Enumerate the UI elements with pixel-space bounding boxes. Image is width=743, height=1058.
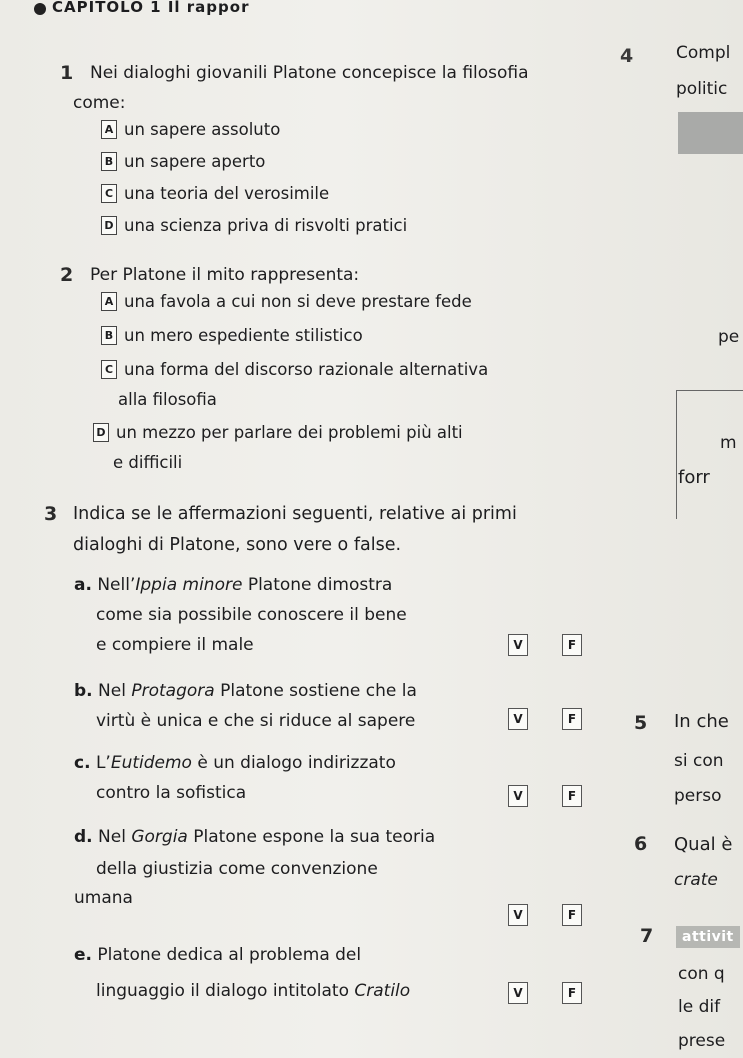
q3-text-line1: Indica se le affermazioni seguenti, relative ai primi	[73, 504, 517, 524]
q1-text-line2: come:	[73, 93, 126, 113]
option-text: una teoria del verosimile	[124, 184, 330, 203]
q3-item-e-line2	[96, 980, 410, 1003]
q3d-false-box[interactable]: F	[562, 904, 582, 926]
q7-number: 7	[640, 925, 654, 947]
q3a-false-box[interactable]: F	[562, 634, 582, 656]
q3-number: 3	[44, 503, 58, 525]
q1-option-a[interactable]	[101, 120, 280, 139]
answer-area-shading	[678, 112, 743, 154]
option-text: una forma del discorso razionale alternativa	[124, 360, 489, 379]
q1-number: 1	[60, 62, 74, 84]
q6-number: 6	[634, 833, 648, 855]
item-text: linguaggio il dialogo intitolato	[96, 981, 355, 1001]
q3e-false-box[interactable]: F	[562, 982, 582, 1004]
item-text: Platone dedica al problema del	[97, 945, 362, 965]
q2-option-a[interactable]	[101, 292, 472, 311]
option-letter: D	[101, 216, 117, 235]
chapter-bullet-icon	[34, 3, 46, 15]
q3-item-d-line3: umana	[74, 888, 133, 908]
item-label: b.	[74, 681, 93, 701]
q3c-true-box[interactable]: V	[508, 785, 528, 807]
item-text: è un dialogo indirizzato	[191, 753, 396, 773]
q3-item-a-line2: come sia possibile conoscere il bene	[96, 605, 407, 625]
q3e-true-box[interactable]: V	[508, 982, 528, 1004]
q3-item-d-line2: della giustizia come convenzione	[96, 859, 378, 879]
option-letter: B	[101, 152, 117, 171]
q3-item-e	[74, 944, 361, 967]
item-title: Cratilo	[354, 981, 411, 1001]
q5-text-line1: In che	[674, 711, 729, 732]
option-text: una favola a cui non si deve prestare fede	[124, 292, 472, 311]
q6-italic-word: crate	[674, 870, 718, 890]
q3-text-line2: dialoghi di Platone, sono vere o false.	[73, 535, 402, 555]
option-text: un sapere assoluto	[124, 120, 281, 139]
option-text: un sapere aperto	[124, 152, 266, 171]
q7-text-line1: con q	[678, 964, 725, 984]
option-letter: B	[101, 326, 117, 345]
q2-option-c-line2: alla filosofia	[118, 390, 217, 409]
q1-option-b[interactable]	[101, 152, 265, 171]
item-text: Nel	[98, 681, 132, 701]
q1-option-d[interactable]	[101, 216, 407, 235]
q6-text-line1: Qual è	[674, 834, 733, 855]
right-text-m: m	[720, 433, 737, 453]
right-text-forr: forr	[678, 467, 710, 488]
q4-text-line1: Compl	[676, 43, 731, 63]
q3-item-a	[74, 574, 392, 597]
item-title: Gorgia	[131, 827, 188, 847]
q5-text-line2: si con	[674, 751, 724, 771]
option-letter: A	[101, 292, 117, 311]
q2-option-d[interactable]	[93, 423, 463, 442]
q3-item-c	[74, 752, 396, 775]
q2-number: 2	[60, 264, 74, 286]
option-letter: C	[101, 360, 117, 379]
item-title: Eutidemo	[110, 753, 192, 773]
item-title: Ippia minore	[135, 575, 243, 595]
q3-item-b-line2: virtù è unica e che si riduce al sapere	[96, 711, 416, 731]
item-label: a.	[74, 575, 92, 595]
item-text: L’	[95, 753, 111, 773]
q5-number: 5	[634, 712, 648, 734]
q3-item-b	[74, 680, 417, 703]
q3a-true-box[interactable]: V	[508, 634, 528, 656]
option-text: un mero espediente stilistico	[124, 326, 363, 345]
item-label: d.	[74, 827, 93, 847]
item-text: Platone espone la sua teoria	[187, 827, 436, 847]
option-text: una scienza priva di risvolti pratici	[124, 216, 408, 235]
item-text: Nell’	[97, 575, 136, 595]
q5-text-line3: perso	[674, 786, 722, 806]
q2-text: Per Platone il mito rappresenta:	[90, 265, 360, 285]
q3-item-c-line2: contro la sofistica	[96, 783, 247, 803]
item-text: Nel	[98, 827, 132, 847]
q3b-true-box[interactable]: V	[508, 708, 528, 730]
q6-text-line2	[674, 869, 718, 892]
q4-number: 4	[620, 45, 634, 67]
option-letter: D	[93, 423, 109, 442]
q1-text-line1: Nei dialoghi giovanili Platone concepisce la filosofia	[90, 63, 529, 83]
q7-text-line2: le dif	[678, 997, 721, 1017]
q4-text-line2: politic	[676, 79, 728, 99]
q7-text-line3: prese	[678, 1031, 726, 1051]
q3b-false-box[interactable]: F	[562, 708, 582, 730]
q3-item-a-line3: e compiere il male	[96, 635, 254, 655]
option-text: un mezzo per parlare dei problemi più alti	[116, 423, 463, 442]
chapter-header: CAPITOLO 1 Il rappor	[52, 0, 250, 16]
right-text-pe: pe	[718, 327, 740, 347]
q1-option-c[interactable]	[101, 184, 329, 203]
q3d-true-box[interactable]: V	[508, 904, 528, 926]
item-text: Platone sostiene che la	[214, 681, 417, 701]
q3c-false-box[interactable]: F	[562, 785, 582, 807]
q2-option-b[interactable]	[101, 326, 363, 345]
q7-activity-badge: attivit	[676, 926, 740, 948]
option-letter: C	[101, 184, 117, 203]
q2-option-d-line2: e difficili	[113, 453, 183, 472]
item-label: e.	[74, 945, 92, 965]
item-text: Platone dimostra	[242, 575, 393, 595]
option-letter: A	[101, 120, 117, 139]
item-label: c.	[74, 753, 91, 773]
q2-option-c[interactable]	[101, 360, 488, 379]
item-title: Protagora	[131, 681, 215, 701]
q3-item-d	[74, 826, 435, 849]
